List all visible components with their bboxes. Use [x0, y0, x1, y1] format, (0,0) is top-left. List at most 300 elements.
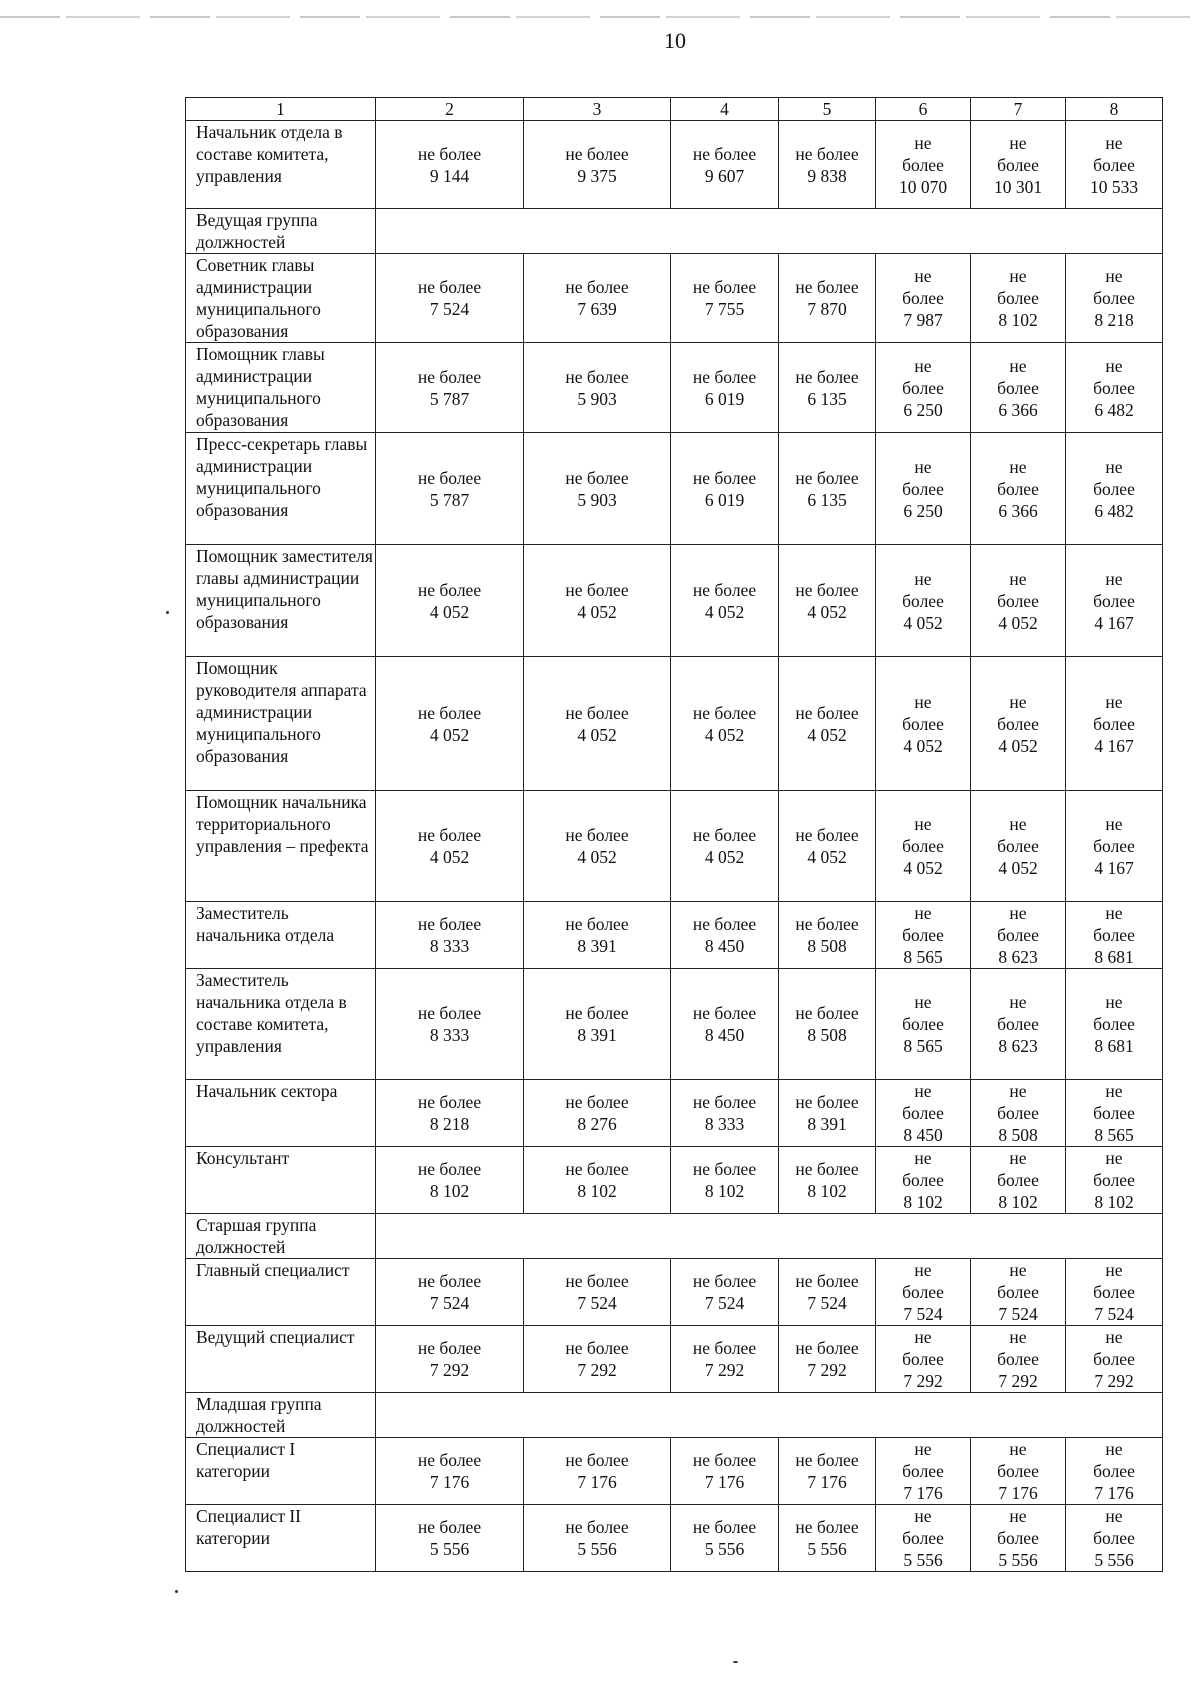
column-number-8: 8 [1066, 98, 1163, 121]
salary-value: 8 623 [998, 947, 1038, 967]
salary-value: 10 070 [898, 176, 948, 197]
limit-label: не более [565, 143, 629, 164]
limit-label: не более [795, 1003, 859, 1023]
salary-value: 7 176 [903, 1483, 943, 1503]
limit-label-bolee: более [1093, 1528, 1135, 1548]
limit-label-ne: не [1009, 266, 1027, 286]
salary-value: 5 556 [903, 1550, 943, 1570]
limit-label-ne: не [1105, 456, 1123, 477]
position-name: Помощник руководителя аппарата администрации муниципального образования [186, 657, 376, 791]
salary-value: 6 135 [807, 388, 847, 409]
salary-value: 5 903 [577, 388, 617, 409]
salary-cell [876, 969, 971, 1080]
salary-cell [971, 1259, 1066, 1326]
limit-label: не более [417, 366, 482, 387]
limit-label-bolee: более [1093, 154, 1135, 175]
salary-cell [876, 121, 971, 209]
salary-value: 7 292 [807, 1360, 847, 1380]
salary-cell [376, 969, 524, 1080]
limit-label: не более [565, 1003, 629, 1023]
salary-cell [376, 902, 524, 969]
salary-value: 8 333 [429, 1025, 470, 1045]
limit-label-ne: не [1105, 1081, 1123, 1101]
limit-label-ne: не [1009, 691, 1027, 712]
salary-cell [971, 791, 1066, 902]
salary-cell [779, 969, 876, 1080]
limit-label-bolee: более [902, 1461, 944, 1481]
table-row [186, 1505, 1163, 1572]
limit-label: не более [692, 1092, 757, 1112]
limit-label-bolee: более [997, 154, 1039, 175]
salary-value: 4 052 [704, 847, 745, 867]
limit-label: не более [565, 1092, 629, 1112]
salary-value: 8 102 [577, 1181, 617, 1201]
limit-label: не более [692, 1338, 757, 1358]
salary-value: 5 556 [998, 1550, 1038, 1570]
salary-value: 9 607 [704, 165, 745, 186]
salary-value: 7 524 [903, 1304, 943, 1324]
limit-label-ne: не [1105, 1506, 1123, 1526]
limit-label-bolee: более [902, 478, 944, 499]
limit-label: не более [692, 366, 757, 387]
salary-cell [671, 121, 779, 209]
salary-cell [524, 791, 671, 902]
salary-value: 8 391 [577, 936, 617, 956]
salary-cell [524, 902, 671, 969]
salary-value: 8 508 [998, 1125, 1038, 1145]
salary-cell [779, 1147, 876, 1214]
scan-speck [166, 611, 169, 614]
limit-label-ne: не [914, 992, 932, 1012]
limit-label-bolee: более [997, 288, 1039, 308]
salary-value: 4 052 [429, 724, 470, 745]
salary-value: 8 102 [998, 310, 1038, 330]
limit-label: не более [692, 143, 757, 164]
salary-value: 4 052 [577, 724, 617, 745]
limit-label-ne: не [914, 132, 932, 153]
limit-label: не более [795, 143, 859, 164]
salary-value: 6 482 [1094, 399, 1134, 420]
position-name: Помощник заместителя главы администрации муниципального образования [186, 545, 376, 657]
limit-label: не более [795, 1338, 859, 1358]
limit-label: не более [565, 1271, 629, 1291]
limit-label: не более [692, 277, 757, 297]
limit-label: не более [692, 1271, 757, 1291]
salary-cell [779, 545, 876, 657]
limit-label-ne: не [1105, 355, 1123, 376]
limit-label: не более [795, 825, 859, 845]
limit-label-bolee: более [1093, 1103, 1135, 1123]
position-name: Заместитель начальника отдела в составе комитета, управления [186, 969, 376, 1080]
salary-value: 8 102 [903, 1192, 943, 1212]
salary-value: 8 102 [704, 1181, 745, 1201]
limit-label-ne: не [1009, 1327, 1027, 1347]
limit-label-bolee: более [997, 590, 1039, 611]
limit-label-bolee: более [1093, 288, 1135, 308]
salary-value: 8 333 [429, 936, 470, 956]
salary-value: 7 524 [577, 1293, 617, 1313]
salary-value: 7 292 [903, 1371, 943, 1391]
salary-cell [971, 343, 1066, 433]
limit-label-ne: не [914, 1439, 932, 1459]
limit-label-bolee: более [1093, 836, 1135, 856]
limit-label: не более [565, 1517, 629, 1537]
group-empty-cell [376, 1393, 1163, 1438]
salary-value: 6 019 [704, 489, 745, 510]
column-number-4: 4 [671, 98, 779, 121]
limit-label-bolee: более [902, 713, 944, 734]
limit-label-bolee: более [902, 1528, 944, 1548]
salary-value: 7 755 [704, 299, 745, 319]
column-number-6: 6 [876, 98, 971, 121]
salary-cell [1066, 1259, 1163, 1326]
salary-value: 8 565 [903, 947, 943, 967]
limit-label: не более [692, 702, 757, 723]
salary-value: 5 556 [577, 1539, 617, 1559]
salary-cell [671, 1438, 779, 1505]
salary-value: 8 218 [429, 1114, 470, 1134]
limit-label: не более [692, 579, 757, 600]
limit-label-bolee: более [997, 1103, 1039, 1123]
column-number-1: 1 [186, 98, 376, 121]
salary-value: 8 333 [704, 1114, 745, 1134]
limit-label: не более [795, 1092, 859, 1112]
salary-cell [876, 657, 971, 791]
limit-label-bolee: более [902, 154, 944, 175]
limit-label: не более [565, 702, 629, 723]
limit-label: не более [565, 1450, 629, 1470]
limit-label-ne: не [914, 1506, 932, 1526]
salary-value: 4 052 [998, 612, 1038, 633]
salary-value: 8 508 [807, 936, 847, 956]
salary-value: 8 102 [807, 1181, 847, 1201]
table-row [186, 1259, 1163, 1326]
limit-label: не более [565, 825, 629, 845]
limit-label-ne: не [1105, 132, 1123, 153]
limit-label: не более [417, 825, 482, 845]
group-row [186, 209, 1163, 254]
salary-value: 4 052 [807, 847, 847, 867]
limit-label-bolee: более [902, 590, 944, 611]
limit-label: не более [417, 467, 482, 488]
limit-label-bolee: более [997, 1282, 1039, 1302]
group-empty-cell [376, 1214, 1163, 1259]
limit-label-ne: не [914, 1081, 932, 1101]
limit-label: не более [795, 467, 859, 488]
salary-cell [971, 254, 1066, 343]
salary-cell [376, 254, 524, 343]
salary-cell [671, 254, 779, 343]
limit-label-bolee: более [1093, 925, 1135, 945]
limit-label: не более [417, 1003, 482, 1023]
column-number-row [186, 98, 1163, 121]
salary-cell [876, 433, 971, 545]
limit-label-ne: не [1105, 814, 1123, 834]
limit-label-ne: не [1105, 266, 1123, 286]
salary-cell [876, 791, 971, 902]
salary-value: 7 292 [1094, 1371, 1134, 1391]
salary-cell [671, 969, 779, 1080]
limit-label-ne: не [914, 266, 932, 286]
table-row [186, 254, 1163, 343]
limit-label-bolee: более [997, 925, 1039, 945]
salary-value: 7 176 [1094, 1483, 1134, 1503]
salary-value: 8 450 [704, 936, 745, 956]
salary-value: 7 176 [577, 1472, 617, 1492]
limit-label: не более [692, 1517, 757, 1537]
limit-label-bolee: более [902, 1103, 944, 1123]
limit-label: не более [565, 467, 629, 488]
salary-value: 7 524 [429, 299, 470, 319]
salary-cell [671, 1080, 779, 1147]
salary-cell [779, 1326, 876, 1393]
salary-cell [671, 433, 779, 545]
salary-cell [779, 902, 876, 969]
salary-cell [524, 1080, 671, 1147]
limit-label: не более [417, 579, 482, 600]
table-row [186, 1326, 1163, 1393]
salary-value: 5 556 [1094, 1550, 1134, 1570]
group-row [186, 1214, 1163, 1259]
position-name: Ведущий специалист [186, 1326, 376, 1393]
salary-cell [524, 1147, 671, 1214]
salary-cell [671, 902, 779, 969]
salary-value: 8 681 [1094, 947, 1134, 967]
limit-label-bolee: более [997, 377, 1039, 398]
salary-cell [971, 657, 1066, 791]
limit-label-bolee: более [1093, 1170, 1135, 1190]
position-name: Помощник начальника территориального управления – префекта [186, 791, 376, 902]
salary-cell [376, 343, 524, 433]
page-number: 10 [664, 28, 686, 53]
salary-cell [971, 1080, 1066, 1147]
limit-label-ne: не [914, 355, 932, 376]
salary-cell [971, 1505, 1066, 1572]
salary-value: 5 556 [807, 1539, 847, 1559]
limit-label-ne: не [1009, 814, 1027, 834]
column-number-2: 2 [376, 98, 524, 121]
limit-label-ne: не [1105, 1439, 1123, 1459]
salary-cell [671, 1147, 779, 1214]
salary-value: 4 167 [1094, 735, 1134, 756]
salary-value: 4 052 [903, 735, 943, 756]
salary-value: 6 135 [807, 489, 847, 510]
position-name: Главный специалист [186, 1259, 376, 1326]
group-title: Ведущая группа должностей [186, 209, 376, 254]
limit-label: не более [795, 579, 859, 600]
limit-label: не более [417, 1338, 482, 1358]
salary-cell [524, 545, 671, 657]
limit-label-ne: не [1009, 456, 1027, 477]
table-row [186, 1080, 1163, 1147]
scan-speck [175, 1590, 178, 1593]
salary-value: 6 482 [1094, 500, 1134, 521]
limit-label: не более [565, 1338, 629, 1358]
salary-cell [779, 433, 876, 545]
limit-label-bolee: более [997, 713, 1039, 734]
salary-cell [671, 545, 779, 657]
salary-value: 8 508 [807, 1025, 847, 1045]
limit-label-ne: не [1009, 903, 1027, 923]
salary-value: 4 167 [1094, 858, 1134, 878]
salary-value: 7 524 [704, 1293, 745, 1313]
salary-value: 5 903 [577, 489, 617, 510]
salary-cell [876, 343, 971, 433]
limit-label-bolee: более [997, 1461, 1039, 1481]
scan-artifact-line [0, 16, 1200, 18]
limit-label-bolee: более [997, 478, 1039, 499]
salary-cell [376, 1326, 524, 1393]
limit-label-bolee: более [1093, 1461, 1135, 1481]
limit-label: не более [417, 702, 482, 723]
limit-label-bolee: более [902, 377, 944, 398]
salary-cell [779, 121, 876, 209]
salary-value: 5 556 [429, 1539, 470, 1559]
table-row [186, 1438, 1163, 1505]
limit-label: не более [417, 1271, 482, 1291]
salary-cell [779, 791, 876, 902]
limit-label-bolee: более [1093, 1349, 1135, 1369]
salary-cell [1066, 791, 1163, 902]
salary-value: 4 052 [807, 601, 847, 622]
table-row [186, 545, 1163, 657]
limit-label-bolee: более [1093, 1014, 1135, 1034]
limit-label-ne: не [1009, 568, 1027, 589]
limit-label: не более [565, 579, 629, 600]
salary-cell [876, 902, 971, 969]
limit-label: не более [795, 914, 859, 934]
limit-label-bolee: более [902, 1349, 944, 1369]
limit-label-bolee: более [1093, 478, 1135, 499]
limit-label-bolee: более [902, 836, 944, 856]
position-name: Специалист II категории [186, 1505, 376, 1572]
limit-label-bolee: более [1093, 1282, 1135, 1302]
limit-label-ne: не [914, 1260, 932, 1280]
salary-value: 10 301 [993, 176, 1043, 197]
salary-cell [524, 969, 671, 1080]
limit-label-bolee: более [902, 1282, 944, 1302]
group-row [186, 1393, 1163, 1438]
limit-label-bolee: более [902, 1170, 944, 1190]
limit-label: не более [692, 914, 757, 934]
salary-value: 7 292 [998, 1371, 1038, 1391]
salary-value: 10 533 [1089, 176, 1139, 197]
salary-cell [524, 121, 671, 209]
salary-cell [971, 902, 1066, 969]
salary-value: 7 292 [704, 1360, 745, 1380]
salary-cell [876, 254, 971, 343]
salary-cell [376, 657, 524, 791]
salary-cell [876, 1438, 971, 1505]
limit-label-bolee: более [997, 1014, 1039, 1034]
salary-cell [876, 1147, 971, 1214]
limit-label: не более [795, 702, 859, 723]
salary-value: 7 870 [807, 299, 847, 319]
limit-label-ne: не [914, 456, 932, 477]
limit-label-ne: не [1105, 568, 1123, 589]
salary-value: 5 556 [704, 1539, 745, 1559]
salary-cell [971, 969, 1066, 1080]
salary-cell [779, 1259, 876, 1326]
salary-cell [1066, 121, 1163, 209]
limit-label: не более [565, 277, 629, 297]
salary-cell [779, 657, 876, 791]
position-name: Начальник отдела в составе комитета, управления [186, 121, 376, 209]
salary-value: 4 052 [429, 847, 470, 867]
salary-cell [671, 343, 779, 433]
limit-label-ne: не [1105, 691, 1123, 712]
table-row [186, 1147, 1163, 1214]
salary-value: 4 052 [998, 735, 1038, 756]
position-name: Советник главы администрации муниципального образования [186, 254, 376, 343]
limit-label: не более [417, 1517, 482, 1537]
salary-cell [1066, 545, 1163, 657]
salary-value: 6 366 [998, 399, 1038, 420]
salary-value: 9 144 [429, 165, 470, 186]
salary-cell [1066, 1438, 1163, 1505]
column-number-3: 3 [524, 98, 671, 121]
salary-cell [779, 343, 876, 433]
salary-cell [1066, 433, 1163, 545]
salary-value: 8 565 [1094, 1125, 1134, 1145]
limit-label: не более [417, 1159, 482, 1179]
salary-value: 8 391 [577, 1025, 617, 1045]
salary-value: 6 019 [704, 388, 745, 409]
limit-label: не более [692, 1450, 757, 1470]
limit-label-ne: не [1105, 992, 1123, 1012]
position-name: Консультант [186, 1147, 376, 1214]
salary-cell [376, 545, 524, 657]
salary-cell [376, 1505, 524, 1572]
salary-cell [779, 1438, 876, 1505]
salary-cell [971, 1438, 1066, 1505]
salary-cell [779, 1080, 876, 1147]
salary-cell [876, 1259, 971, 1326]
salary-value: 6 366 [998, 500, 1038, 521]
table-row [186, 433, 1163, 545]
position-name: Заместитель начальника отдела [186, 902, 376, 969]
limit-label: не более [692, 825, 757, 845]
salary-cell [524, 343, 671, 433]
salary-cell [971, 1147, 1066, 1214]
salary-cell [524, 433, 671, 545]
limit-label: не более [565, 1159, 629, 1179]
table-row [186, 121, 1163, 209]
limit-label-ne: не [1105, 903, 1123, 923]
limit-label-ne: не [1009, 1260, 1027, 1280]
salary-value: 8 102 [1094, 1192, 1134, 1212]
salary-value: 8 681 [1094, 1036, 1134, 1056]
salary-cell [1066, 657, 1163, 791]
limit-label: не более [795, 1517, 859, 1537]
salary-value: 8 276 [577, 1114, 617, 1134]
salary-value: 4 052 [903, 612, 943, 633]
limit-label-ne: не [914, 1327, 932, 1347]
limit-label-ne: не [1009, 1506, 1027, 1526]
group-empty-cell [376, 209, 1163, 254]
salary-cell [1066, 254, 1163, 343]
limit-label-ne: не [914, 1148, 932, 1168]
limit-label-ne: не [914, 691, 932, 712]
limit-label: не более [692, 1159, 757, 1179]
salary-cell [1066, 1505, 1163, 1572]
salary-value: 7 524 [998, 1304, 1038, 1324]
limit-label-ne: не [1105, 1327, 1123, 1347]
salary-value: 7 292 [577, 1360, 617, 1380]
limit-label: не более [795, 277, 859, 297]
limit-label-bolee: более [1093, 377, 1135, 398]
limit-label-bolee: более [902, 288, 944, 308]
